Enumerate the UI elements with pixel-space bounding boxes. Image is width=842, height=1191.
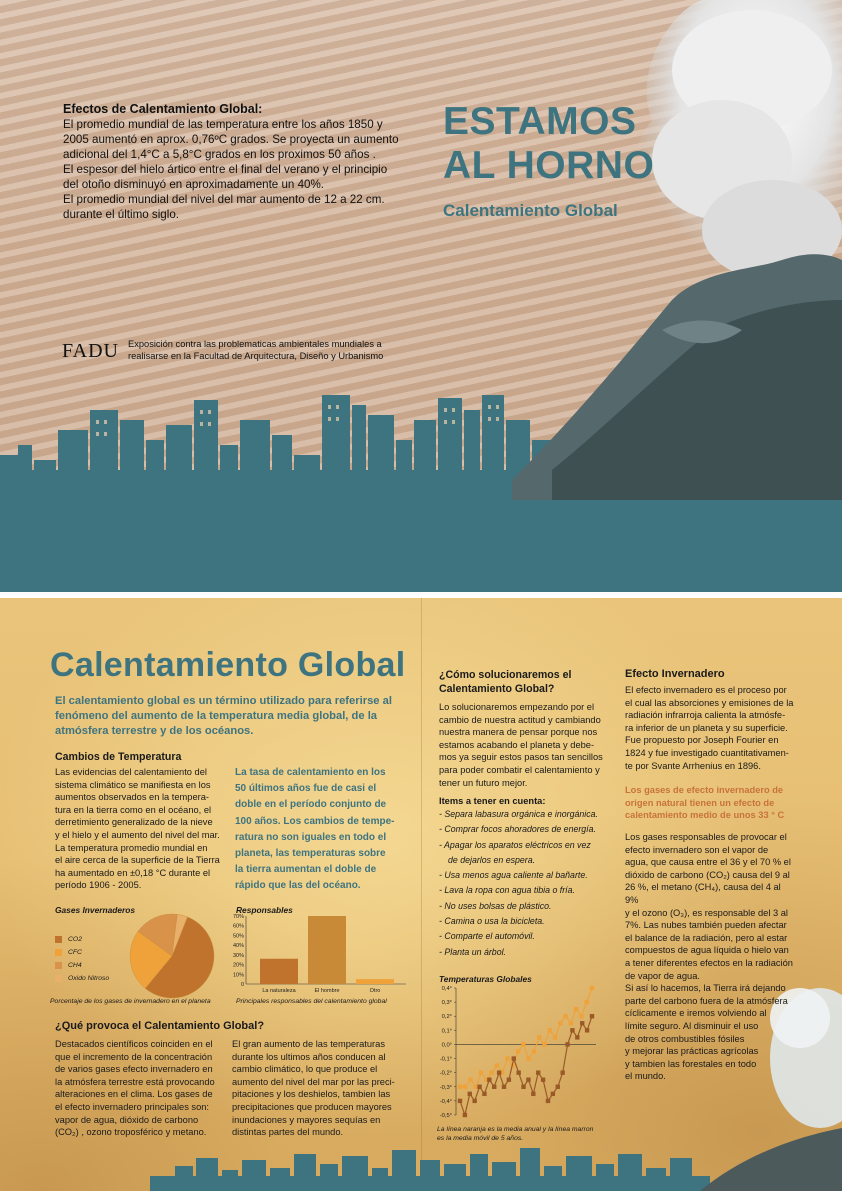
legend-item xyxy=(55,972,109,985)
gases-pie-chart xyxy=(127,911,217,1001)
data-point xyxy=(551,1092,555,1096)
text-line: el mundo. xyxy=(625,1071,666,1082)
data-point xyxy=(546,1099,550,1103)
data-point xyxy=(531,1092,535,1096)
y-tick-label: 0,4° xyxy=(441,986,452,992)
text-line: estamos acabando el planeta y debe- xyxy=(439,739,595,750)
provoca-col2 xyxy=(232,1038,412,1139)
provoca-heading: ¿Qué provoca el Calentamiento Global? xyxy=(55,1020,265,1032)
data-point xyxy=(590,986,594,990)
text-line: 26 %, el metano (CH₄), causa del 4 al 9% xyxy=(625,882,781,905)
text-line: calentamiento medio de unos 33 ° C xyxy=(625,810,785,821)
text-line: parte del carbono fuera de la atmósfera xyxy=(625,995,788,1006)
cover-subtitle: Calentamiento Global xyxy=(443,201,618,220)
text-line: dióxido de carbono (CO₂) causa del 9 al xyxy=(625,869,790,880)
text-line: período 1906 - 2005. xyxy=(55,880,142,891)
y-tick-label: 10% xyxy=(232,972,244,979)
legend-label: CFC xyxy=(68,949,82,956)
data-point xyxy=(502,1085,506,1089)
text-line: sistema climático se manifiesta en los xyxy=(55,779,211,790)
y-tick-label: 0,0° xyxy=(441,1042,452,1049)
y-tick-label: -0,1° xyxy=(439,1056,452,1063)
text-line: el balance de la radiación, pero al estar xyxy=(625,932,788,943)
quote-line: la tierra aumentan el doble de xyxy=(235,864,377,876)
quote-line: rápido que las del océano. xyxy=(235,880,361,892)
x-tick-label: Otro xyxy=(369,988,381,994)
heading-line: ¿Cómo solucionaremos el xyxy=(439,669,572,681)
text-line: Las evidencias del calentamiento del xyxy=(55,767,207,777)
legend-swatch xyxy=(55,936,62,943)
data-point xyxy=(458,1085,462,1089)
caption-line: es la media móvil de 5 años. xyxy=(437,1135,524,1142)
y-tick-label: 60% xyxy=(232,923,244,930)
text-line: cambio climático, lo que produce el xyxy=(232,1064,378,1075)
text-line: Los gases responsables de provocar el xyxy=(625,832,787,842)
text-line: ra inferior de un planeta y su superficie. xyxy=(625,722,788,733)
y-tick-label: 0,2° xyxy=(441,1014,452,1021)
efecto-text-2 xyxy=(625,831,795,1083)
legend-swatch xyxy=(55,975,62,982)
data-point xyxy=(526,1056,530,1060)
text-line: agua, que causa entre el 36 y el 70 % el xyxy=(625,857,791,868)
text-line: límite seguro. Al disminuir el uso xyxy=(625,1020,759,1031)
data-point xyxy=(521,1085,525,1089)
legend-label: CH4 xyxy=(68,962,82,969)
data-point xyxy=(537,1035,541,1039)
text-line: El efecto invernadero es el proceso por xyxy=(625,685,787,695)
data-point xyxy=(563,1014,567,1018)
text-line: cíclicamente e iremos volviendo al xyxy=(625,1008,767,1019)
cover-effects-line: del otoño disminuyó en aproximadamente un 40%. xyxy=(63,178,325,191)
data-point xyxy=(468,1078,472,1082)
cambios-text xyxy=(55,766,230,892)
text-line: y tambien las forestales en todo xyxy=(625,1058,757,1069)
data-point xyxy=(482,1092,486,1096)
text-line: y mejorar las prácticas agrícolas xyxy=(625,1046,759,1057)
text-line: y el hielo y el aumento del nivel del mar. xyxy=(55,829,220,840)
quote-line: doble en el período conjunto de xyxy=(235,799,387,811)
quote-line: 100 años. Los cambios de tempe- xyxy=(235,815,395,827)
pie-legend xyxy=(55,933,109,985)
text-line: alteraciones en el clima. Los gases de xyxy=(55,1089,213,1100)
legend-label: CO2 xyxy=(68,936,82,943)
bar xyxy=(308,916,346,984)
cover-title-line: AL HORNO xyxy=(443,144,655,187)
legend-item xyxy=(55,946,109,959)
line-caption xyxy=(437,1125,593,1143)
data-point xyxy=(477,1085,481,1089)
y-tick-label: 40% xyxy=(232,943,244,950)
text-line: distintas partes del mundo. xyxy=(232,1127,344,1138)
text-line: de otros combustibles fósiles xyxy=(625,1033,745,1044)
data-point xyxy=(468,1092,472,1096)
list-item: - Apagar los aparatos eléctricos en vez xyxy=(439,839,591,850)
text-line: la atmósfera terrestre está provocando xyxy=(55,1076,215,1087)
legend-item xyxy=(55,959,109,972)
list-item: de dejarlos en espera. xyxy=(448,854,536,865)
x-tick-label: El hombre xyxy=(314,988,340,994)
legend-swatch xyxy=(55,962,62,969)
text-line: de varios gases efecto invernadero en xyxy=(55,1064,213,1075)
data-point xyxy=(590,1014,594,1018)
data-point xyxy=(585,1000,589,1004)
text-line: El gran aumento de las temperaturas xyxy=(232,1039,385,1049)
line-chart-title: Temperaturas Globales xyxy=(439,974,532,984)
data-point xyxy=(575,1035,579,1039)
y-tick-label: 50% xyxy=(232,933,244,940)
pie-caption: Porcentaje de los gases de invernadero en el planeta xyxy=(50,998,211,1005)
data-point xyxy=(512,1056,516,1060)
text-line: a tener diferentes efectos en la radiación xyxy=(625,957,793,968)
legend-swatch xyxy=(55,949,62,956)
text-line: el efecto invernadero principales son: xyxy=(55,1101,210,1112)
data-point xyxy=(585,1028,589,1032)
text-line: que el incremento de la concentración xyxy=(55,1051,213,1062)
exhibition-line: realisarse en la Facultad de Arquitectura, Diseño y Urbanismo xyxy=(128,351,384,361)
text-line: derretimiento generalizado de la nieve xyxy=(55,817,213,828)
text-line: efecto invernadero son el vapor de xyxy=(625,844,769,855)
items-heading: Items a tener en cuenta: xyxy=(439,796,546,806)
data-point xyxy=(548,1028,552,1032)
data-point xyxy=(532,1049,536,1053)
data-point xyxy=(487,1078,491,1082)
data-point xyxy=(472,1099,476,1103)
provoca-col1 xyxy=(55,1038,240,1139)
text-line: pitaciones y los deshielos, tambien las xyxy=(232,1089,391,1100)
list-item: - Comprar focos ahoradores de energía. xyxy=(439,824,596,835)
bar xyxy=(356,979,394,984)
data-point xyxy=(463,1113,467,1117)
y-tick-label: 70% xyxy=(232,914,244,920)
text-line: tener un futuro mejor. xyxy=(439,777,528,788)
data-point xyxy=(579,1014,583,1018)
list-item: - Comparte el automóvil. xyxy=(439,931,535,942)
data-point xyxy=(516,1049,520,1053)
text-line: compuestos de agua líquida o hielo van xyxy=(625,945,789,956)
data-point xyxy=(558,1021,562,1025)
y-tick-label: -0,5° xyxy=(439,1113,452,1119)
data-point xyxy=(489,1070,493,1074)
efecto-text xyxy=(625,684,795,772)
cover-effects-line: El promedio mundial de las temperatura entre los años 1850 y xyxy=(63,118,383,131)
data-point xyxy=(521,1042,525,1046)
cover-effects-line: El espesor del hielo ártico entre el final del verano y el principio xyxy=(63,163,388,176)
data-point xyxy=(497,1070,501,1074)
cover-page xyxy=(0,0,842,592)
text-line: de vapor de agua. xyxy=(625,970,700,981)
caption-line: La línea naranja es la media anual y la línea marron xyxy=(437,1126,594,1133)
inside-title: Calentamiento Global xyxy=(50,646,406,684)
data-point xyxy=(463,1085,467,1089)
y-tick-label: 0,3° xyxy=(441,1000,452,1007)
pie-chart-title: Gases Invernaderos xyxy=(55,905,136,915)
text-line: Fue propuesto por Joseph Fourier en xyxy=(625,735,779,746)
cover-effects-line: adicional del 1,4°C a 5,8°C grados en los proximos 50 años . xyxy=(63,148,376,161)
text-line: Destacados científicos coinciden en el xyxy=(55,1039,213,1049)
text-line: Los gases de efecto invernadero de xyxy=(625,785,784,795)
text-line: Si así lo hacemos, la Tierra irá dejando xyxy=(625,983,786,994)
list-item: - Planta un árbol. xyxy=(439,946,506,957)
exhibition-line: Exposición contra las problematicas ambientales mundiales a xyxy=(128,339,382,349)
data-point xyxy=(458,1099,462,1103)
cover-title xyxy=(443,100,654,188)
text-line: vapor de agua, dióxido de carbono xyxy=(55,1114,199,1125)
tips-list xyxy=(439,807,609,960)
cover-effects-title: Efectos de Calentamiento Global: xyxy=(63,102,263,116)
temperatures-line-chart xyxy=(430,984,605,1124)
legend-item xyxy=(55,933,109,946)
text-line: aumentos observados en la tempera- xyxy=(55,792,210,803)
list-item: - Camina o usa la bicicleta. xyxy=(439,916,545,927)
y-tick-label: -0,3° xyxy=(439,1084,452,1091)
sea-band xyxy=(0,500,842,592)
y-tick-label: 0 xyxy=(240,982,244,988)
text-line: el aire cerca de la superficie de la Tierra xyxy=(55,855,220,866)
bar-chart-title: Responsables xyxy=(236,905,293,915)
heading-line: Calentamiento Global? xyxy=(439,683,555,695)
highlight-quote xyxy=(235,765,395,895)
text-line: durante los ultimos años conducen al xyxy=(232,1051,386,1062)
y-tick-label: 20% xyxy=(232,962,244,969)
cover-title-line: ESTAMOS xyxy=(443,100,637,143)
text-line: ha aumentado en ±0,18 °C durante el xyxy=(55,867,211,878)
inside-spread xyxy=(0,598,842,1191)
text-line: Lo solucionaremos empezando por el xyxy=(439,702,595,712)
data-point xyxy=(495,1063,499,1067)
text-line: precipitaciones que producen mayores xyxy=(232,1101,392,1112)
list-item: - Separa labasura orgánica e inorgánica. xyxy=(439,809,598,819)
data-point xyxy=(570,1028,574,1032)
text-line: para poder combatir el calentamiento y xyxy=(439,764,600,775)
data-point xyxy=(565,1042,569,1046)
y-tick-label: -0,4° xyxy=(439,1098,452,1105)
cover-effects-block xyxy=(63,102,403,222)
solucion-heading xyxy=(439,668,571,696)
text-line: aumento del nivel del mar por las preci- xyxy=(232,1076,395,1087)
text-line: cambio de nuestra actitud y cambiando xyxy=(439,714,601,725)
data-point xyxy=(536,1070,540,1074)
data-point xyxy=(507,1078,511,1082)
list-item: - Usa menos agua caliente al bañarte. xyxy=(439,870,588,881)
cambios-heading: Cambios de Temperatura xyxy=(55,751,182,763)
bar xyxy=(260,959,298,984)
data-point xyxy=(580,1021,584,1025)
data-point xyxy=(569,1021,573,1025)
text-line: inundaciones y mayores sequías en xyxy=(232,1114,381,1125)
inside-lead: El calentamiento global es un término utilizado para referirse al fenómeno del aumento de la temperatura media global, de la atmósfera terrestre y de los océanos. xyxy=(55,695,392,737)
list-item: - No uses bolsas de plástico. xyxy=(439,900,552,911)
efecto-heading: Efecto Invernadero xyxy=(625,668,725,680)
legend-label: Oxido Nitroso xyxy=(68,975,110,982)
y-tick-label: 30% xyxy=(232,952,244,959)
text-line: te por Svante Arrhenius en 1896. xyxy=(625,760,761,771)
bar-caption: Principales responsables del calentamiento global xyxy=(236,998,387,1005)
cover-effects-line: 2005 aumentó en aprox. 0,76ºC grados. Se proyecta un aumento xyxy=(63,133,399,146)
list-item: - Lava la ropa con agua tibia o fría. xyxy=(439,885,575,896)
data-point xyxy=(542,1042,546,1046)
y-tick-label: 0,1° xyxy=(441,1028,452,1035)
quote-line: 50 últimos años fue de casi el xyxy=(235,783,377,795)
text-line: el cual las absorciones y emisiones de la xyxy=(625,697,794,708)
efecto-highlight xyxy=(625,784,795,822)
text-line: La temperatura promedio mundial en xyxy=(55,842,208,853)
exhibition-description xyxy=(128,338,398,362)
text-line: 1824 y fue investigado cuantitativamen- xyxy=(625,747,789,758)
text-line: tura en la tierra como en el océano, el xyxy=(55,804,212,815)
text-line: origen natural tienen un efecto de xyxy=(625,797,775,808)
quote-line: ratura no son iguales en todo el xyxy=(235,831,387,843)
y-tick-label: -0,2° xyxy=(439,1070,452,1077)
text-line: radiación infrarroja calienta la atmósfe- xyxy=(625,710,786,721)
data-point xyxy=(541,1078,545,1082)
quote-line: planeta, las temperaturas sobre xyxy=(235,848,386,860)
data-point xyxy=(556,1085,560,1089)
data-point xyxy=(553,1035,557,1039)
x-tick-label: La naturaleza xyxy=(262,988,296,994)
solucion-text xyxy=(439,701,614,789)
text-line: nuestra manera de pensar porque nos xyxy=(439,727,598,738)
data-point xyxy=(560,1070,564,1074)
cover-effects-line: durante el último siglo. xyxy=(63,208,179,221)
quote-line: La tasa de calentamiento en los xyxy=(235,767,386,778)
text-line: mos ya seguir estos pasos tan sencillos xyxy=(439,752,603,763)
data-point xyxy=(505,1056,509,1060)
data-point xyxy=(574,1007,578,1011)
responsables-bar-chart xyxy=(232,914,412,996)
data-point xyxy=(479,1070,483,1074)
data-point xyxy=(492,1085,496,1089)
fadu-logo: FADU xyxy=(62,340,119,362)
text-line: y el ozono (O₃), es responsable del 3 al xyxy=(625,907,788,918)
data-point xyxy=(526,1078,530,1082)
cover-effects-line: El promedio mundial del nivel del mar aumento de 12 a 22 cm. xyxy=(63,193,385,206)
data-point xyxy=(516,1070,520,1074)
text-line: (CO₂) , ozono troposférico y metano. xyxy=(55,1127,207,1138)
volcano-illustration xyxy=(512,0,842,520)
text-line: 7%. Las nubes también pueden afectar xyxy=(625,920,787,931)
